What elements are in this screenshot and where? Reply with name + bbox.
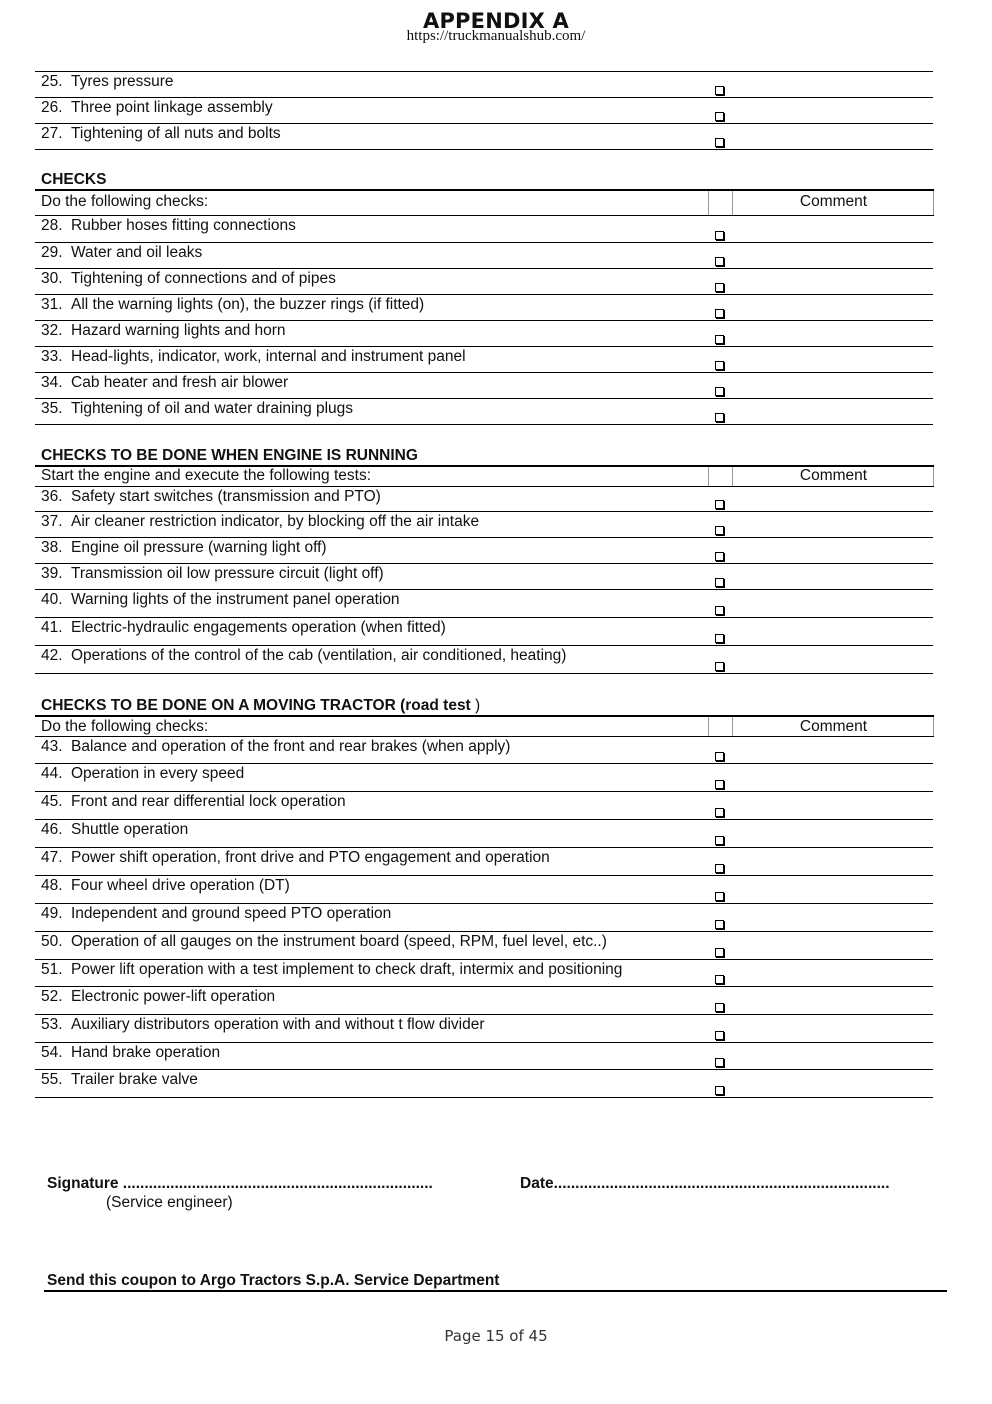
checklist-item-label <box>41 125 281 143</box>
checkbox-icon[interactable] <box>715 86 724 95</box>
item-text: Tightening of connections and of pipes <box>71 270 336 287</box>
item-number: 35. <box>41 400 63 417</box>
checkbox-icon[interactable] <box>715 780 724 789</box>
checklist-row <box>35 269 933 295</box>
item-text: Operations of the control of the cab (ventilation, air conditioned, heating) <box>71 647 567 664</box>
checklist-row <box>35 98 933 124</box>
checklist-item-label <box>41 488 381 506</box>
checklist-row <box>35 399 933 425</box>
checklist-item-label <box>41 513 479 531</box>
checklist-row <box>35 124 933 150</box>
item-text: Transmission oil low pressure circuit (light off) <box>71 565 384 582</box>
checklist-item-label <box>41 1044 220 1062</box>
item-text: Hazard warning lights and horn <box>71 322 286 339</box>
item-number: 34. <box>41 374 63 391</box>
item-text: Independent and ground speed PTO operation <box>71 905 392 922</box>
checklist-row <box>35 487 933 512</box>
item-number: 44. <box>41 765 63 782</box>
checkbox-icon[interactable] <box>715 112 724 121</box>
item-text: Water and oil leaks <box>71 244 203 261</box>
item-text: Four wheel drive operation (DT) <box>71 877 290 894</box>
checklist-row <box>35 904 933 932</box>
checklist-item-label <box>41 961 622 979</box>
moving-tractor-title-suffix: ) <box>470 697 481 714</box>
comment-column-header: Comment <box>799 193 868 210</box>
item-text: Three point linkage assembly <box>71 99 273 116</box>
item-number: 55. <box>41 1071 63 1088</box>
checklist-item-label <box>41 591 400 609</box>
item-text: Tightening of oil and water draining plugs <box>71 400 354 417</box>
checklist-item-label <box>41 765 244 783</box>
item-text: Rubber hoses fitting connections <box>71 217 296 234</box>
checkbox-icon[interactable] <box>715 808 724 817</box>
item-text: Electronic power-lift operation <box>71 988 276 1005</box>
item-number: 43. <box>41 738 63 755</box>
engine-running-items-list <box>35 487 933 674</box>
comment-column-header: Comment <box>799 467 868 484</box>
checkbox-icon[interactable] <box>715 948 724 957</box>
item-number: 29. <box>41 244 63 261</box>
checkbox-icon[interactable] <box>715 606 724 615</box>
checkbox-icon[interactable] <box>715 231 724 240</box>
item-text: Shuttle operation <box>71 821 189 838</box>
item-text: All the warning lights (on), the buzzer rings (if fitted) <box>71 296 425 313</box>
checkbox-icon[interactable] <box>715 361 724 370</box>
checklist-item-label <box>41 244 202 262</box>
checklist-item-label <box>41 905 391 923</box>
checklist-item-label <box>41 821 188 839</box>
moving-tractor-table-header <box>35 715 934 737</box>
item-number: 52. <box>41 988 63 1005</box>
item-number: 39. <box>41 565 63 582</box>
footer-divider <box>44 1290 947 1292</box>
date-line <box>520 1175 890 1193</box>
checklist-item-label <box>41 73 174 91</box>
checklist-item-label <box>41 322 286 340</box>
checklist-item-label <box>41 217 296 235</box>
checkbox-icon[interactable] <box>715 413 724 422</box>
checklist-row <box>35 295 933 321</box>
source-url: https://truckmanualshub.com/ <box>406 28 586 44</box>
checkbox-icon[interactable] <box>715 920 724 929</box>
item-number: 47. <box>41 849 63 866</box>
item-number: 38. <box>41 539 63 556</box>
checklist-item-label <box>41 849 550 867</box>
item-number: 28. <box>41 217 63 234</box>
item-text: Trailer brake valve <box>71 1071 198 1088</box>
checkbox-icon[interactable] <box>715 1086 724 1095</box>
checklist-row <box>35 987 933 1015</box>
item-text: Cab heater and fresh air blower <box>71 374 289 391</box>
item-number: 54. <box>41 1044 63 1061</box>
checkbox-icon[interactable] <box>715 975 724 984</box>
checklist-item-label <box>41 348 466 366</box>
checklist-row <box>35 1070 933 1098</box>
engine-running-instruction: Start the engine and execute the following tests: <box>41 467 372 484</box>
checklist-item-label <box>41 933 607 951</box>
checkbox-icon[interactable] <box>715 387 724 396</box>
checklist-item-label <box>41 1071 198 1089</box>
checkbox-icon[interactable] <box>715 335 724 344</box>
checklist-item-label <box>41 877 290 895</box>
checkbox-icon[interactable] <box>715 1058 724 1067</box>
checklist-item-label <box>41 1016 485 1034</box>
checklist-item-label <box>41 565 384 583</box>
item-text: Power shift operation, front drive and PTO engagement and operation <box>71 849 550 866</box>
item-text: Hand brake operation <box>71 1044 221 1061</box>
item-number: 32. <box>41 322 63 339</box>
top-items-list <box>35 71 933 150</box>
item-text: Tightening of all nuts and bolts <box>71 125 281 142</box>
item-number: 51. <box>41 961 63 978</box>
checklist-row <box>35 512 933 538</box>
checklist-row <box>35 737 933 764</box>
item-number: 37. <box>41 513 63 530</box>
checkbox-icon[interactable] <box>715 257 724 266</box>
moving-tractor-instruction: Do the following checks: <box>41 718 209 735</box>
checks-table-header <box>35 189 934 216</box>
checklist-item-label <box>41 988 275 1006</box>
engine-running-section-title: CHECKS TO BE DONE WHEN ENGINE IS RUNNING <box>41 447 418 464</box>
checklist-row <box>35 618 933 646</box>
item-text: Safety start switches (transmission and PTO) <box>71 488 381 505</box>
checklist-row <box>35 764 933 792</box>
item-text: Auxiliary distributors operation with and without t flow divider <box>71 1016 485 1033</box>
checklist-row <box>35 564 933 590</box>
item-number: 26. <box>41 99 63 116</box>
checkbox-icon[interactable] <box>715 864 724 873</box>
checks-section-title: CHECKS <box>41 171 107 188</box>
item-text: Operation of all gauges on the instrument board (speed, RPM, fuel level, etc..) <box>71 933 607 950</box>
checklist-item-label <box>41 296 424 314</box>
page-number: Page 15 of 45 <box>444 1327 548 1345</box>
checks-items-list <box>35 216 933 425</box>
item-text: Air cleaner restriction indicator, by blocking off the air intake <box>71 513 480 530</box>
item-number: 33. <box>41 348 63 365</box>
checklist-row <box>35 932 933 960</box>
checklist-row <box>35 960 933 987</box>
checklist-row <box>35 1015 933 1043</box>
checklist-item-label <box>41 539 327 557</box>
checks-instruction: Do the following checks: <box>41 193 209 210</box>
item-number: 46. <box>41 821 63 838</box>
checklist-row <box>35 590 933 618</box>
checklist-row <box>35 1043 933 1070</box>
item-text: Balance and operation of the front and rear brakes (when apply) <box>71 738 511 755</box>
signature-dots: ........................................................................ <box>118 1175 433 1192</box>
checklist-item-label <box>41 400 353 418</box>
checklist-row <box>35 72 933 98</box>
checkbox-icon[interactable] <box>715 500 724 509</box>
checkbox-icon[interactable] <box>715 578 724 587</box>
item-number: 45. <box>41 793 63 810</box>
moving-tractor-title-text: CHECKS TO BE DONE ON A MOVING TRACTOR (road test <box>41 697 471 714</box>
checkbox-icon[interactable] <box>715 283 724 292</box>
item-text: Front and rear differential lock operation <box>71 793 346 810</box>
checkbox-icon[interactable] <box>715 1003 724 1012</box>
item-text: Engine oil pressure (warning light off) <box>71 539 327 556</box>
item-text: Operation in every speed <box>71 765 245 782</box>
page-title: APPENDIX A <box>423 9 569 33</box>
item-number: 53. <box>41 1016 63 1033</box>
item-text: Warning lights of the instrument panel operation <box>71 591 400 608</box>
item-number: 31. <box>41 296 63 313</box>
item-number: 48. <box>41 877 63 894</box>
checklist-item-label <box>41 647 566 665</box>
item-number: 41. <box>41 619 63 636</box>
checklist-item-label <box>41 270 336 288</box>
checklist-row <box>35 538 933 564</box>
item-text: Electric-hydraulic engagements operation (when fitted) <box>71 619 446 636</box>
checkbox-icon[interactable] <box>715 752 724 761</box>
date-label: Date <box>520 1175 554 1192</box>
checkbox-icon[interactable] <box>715 552 724 561</box>
checklist-row <box>35 848 933 876</box>
item-text: Power lift operation with a test implement to check draft, intermix and positioning <box>71 961 623 978</box>
item-text: Tyres pressure <box>71 73 174 90</box>
item-number: 50. <box>41 933 63 950</box>
item-number: 36. <box>41 488 63 505</box>
comment-column-header: Comment <box>799 718 868 735</box>
checkbox-icon[interactable] <box>715 526 724 535</box>
service-engineer-label: (Service engineer) <box>106 1194 233 1211</box>
item-number: 40. <box>41 591 63 608</box>
item-number: 25. <box>41 73 63 90</box>
checklist-row <box>35 216 933 243</box>
item-number: 27. <box>41 125 63 142</box>
item-number: 49. <box>41 905 63 922</box>
checkbox-icon[interactable] <box>715 634 724 643</box>
moving-tractor-section-title <box>41 697 480 715</box>
checklist-row <box>35 321 933 347</box>
checkbox-icon[interactable] <box>715 1031 724 1040</box>
checklist-row <box>35 243 933 269</box>
signature-line <box>47 1175 433 1193</box>
item-text: Head-lights, indicator, work, internal and instrument panel <box>71 348 466 365</box>
signature-label: Signature <box>47 1175 119 1192</box>
checklist-item-label <box>41 793 346 811</box>
moving-tractor-items-list <box>35 737 933 1098</box>
checkbox-icon[interactable] <box>715 892 724 901</box>
checklist-row <box>35 792 933 820</box>
checkbox-icon[interactable] <box>715 662 724 671</box>
checkbox-icon[interactable] <box>715 836 724 845</box>
checklist-row <box>35 876 933 904</box>
engine-running-table-header <box>35 465 934 487</box>
checklist-item-label <box>41 619 446 637</box>
checklist-row <box>35 646 933 674</box>
checkbox-icon[interactable] <box>715 138 724 147</box>
checklist-row <box>35 347 933 373</box>
checklist-row <box>35 373 933 399</box>
checklist-row <box>35 820 933 848</box>
item-number: 42. <box>41 647 63 664</box>
checkbox-icon[interactable] <box>715 309 724 318</box>
checklist-item-label <box>41 738 510 756</box>
checklist-item-label <box>41 374 288 392</box>
checklist-item-label <box>41 99 273 117</box>
footer-note: Send this coupon to Argo Tractors S.p.A. Service Department <box>47 1272 500 1289</box>
item-number: 30. <box>41 270 63 287</box>
date-dots: .............................................................................. <box>553 1175 890 1192</box>
